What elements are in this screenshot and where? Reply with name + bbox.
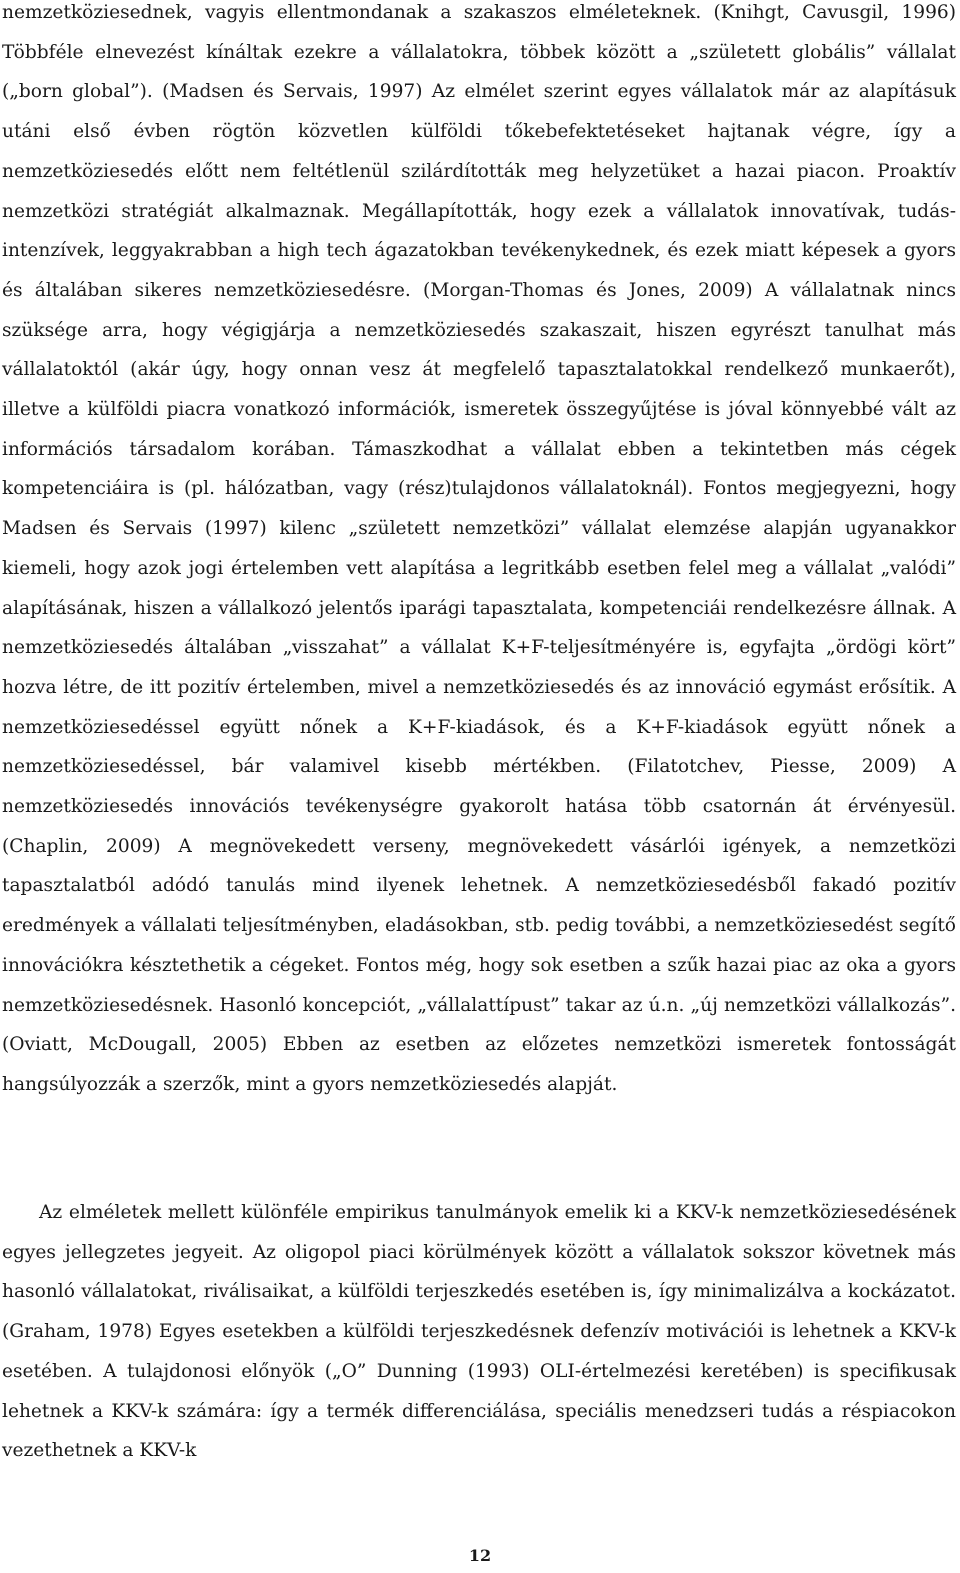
body-paragraph-1: nemzetköziesednek, vagyis ellentmondanak a szakaszos elméleteknek. (Knihgt, Cavusgil, 1996) Többféle elnevezést kínáltak ezekre a vállalatokra, többek között a „született globális” vállalat („born global”). (Madsen és Servais, 1997) Az elmélet szerint egyes vállalatok már az alapításuk utáni első évben rögtön közvetlen külföldi tőkebefektetéseket hajtanak végre, így a nemzetköziesedés előtt nem feltétlenül szilárdították meg helyzetüket a hazai piacon. Proaktív nemzetközi stratégiát alkalmaznak. Megállapították, hogy ezek a vállalatok innovatívak, tudás-intenzívek, leggyakrabban a high tech ágazatokban tevékenykednek, és ezek miatt képesek a gyors és általában sikeres nemzetköziesedésre. (Morgan-Thomas és Jones, 2009) A vállalatnak nincs szüksége arra, hogy végigjárja a nemzetköziesedés szakaszait, hiszen egyrészt tanulhat más vállalatoktól (akár úgy, hogy onnan vesz át megfelelő tapasztalatokkal rendelkező munkaerőt), illetve a külföldi piacra vonatkozó információk, ismeretek összegyűjtése is jóval könnyebbé vált az információs társadalom korában. Támaszkodhat a vállalat ebben a tekintetben más cégek kompetenciáira is (pl. hálózatban, vagy (rész)tulajdonos vállalatoknál). Fontos megjegyezni, hogy Madsen és Servais (1997) kilenc „született nemzetközi” vállalat elemzése alapján ugyanakkor kiemeli, hogy azok jogi értelemben vett alapítása a legritkább esetben felel meg a vállalat „valódi” alapításának, hiszen a vállalkozó jelentős iparági tapasztalata, kompetenciái rendelkezésre állnak. A nemzetköziesedés általában „visszahat” a vállalat K+F-teljesítményére is, egyfajta „ördögi kört” hozva létre, de itt pozitív értelemben, mivel a nemzetköziesedés és az innováció egymást erősítik. A nemzetköziesedéssel együtt nőnek a K+F-kiadások, és a K+F-kiadások együtt nőnek a nemzetköziesedéssel, bár valamivel kisebb mértékben. (Filatotchev, Piesse, 2009) A nemzetköziesedés innovációs tevékenységre gyakorolt hatása több csatornán át érvényesül. (Chaplin, 2009) A megnövekedett verseny, megnövekedett vásárlói igények, a nemzetközi tapasztalatból adódó tanulás mind ilyenek lehetnek. A nemzetköziesedésből fakadó pozitív eredmények a vállalati teljesítményben, eladásokban, stb. pedig további, a nemzetköziesedést segítő innovációkra késztethetik a cégeket. Fontos még, hogy sok esetben a szűk hazai piac az oka a gyors nemzetköziesedésnek. Hasonló koncepciót, „vállalattípust” takar az ú.n. „új nemzetközi vállalkozás”. (Oviatt, McDougall, 2005) Ebben az esetben az előzetes nemzetközi ismeretek fontosságát hangsúlyozzák a szerzők, mint a gyors nemzetköziesedés alapját. (2, 2, 956, 1095)
page-number: 12 (468, 1546, 492, 1565)
body-paragraph-2: Az elméletek mellett különféle empirikus tanulmányok emelik ki a KKV-k nemzetköziesedésének egyes jellegzetes jegyeit. Az oligopol piaci körülmények között a vállalatok sokszor követnek más hasonló vállalatokat, riválisaikat, a külföldi terjeszkedés esetében is, így minimalizálva a kockázatot. (Graham, 1978) Egyes esetekben a külföldi terjeszkedésnek defenzív motivációi is lehetnek a KKV-k esetében. A tulajdonosi előnyök („O” Dunning (1993) OLI-értelmezési keretében) is specifikusak lehetnek a KKV-k számára: így a termék differenciálása, speciális menedzseri tudás a réspiacokon vezethetnek a KKV-k (2, 1202, 956, 1462)
